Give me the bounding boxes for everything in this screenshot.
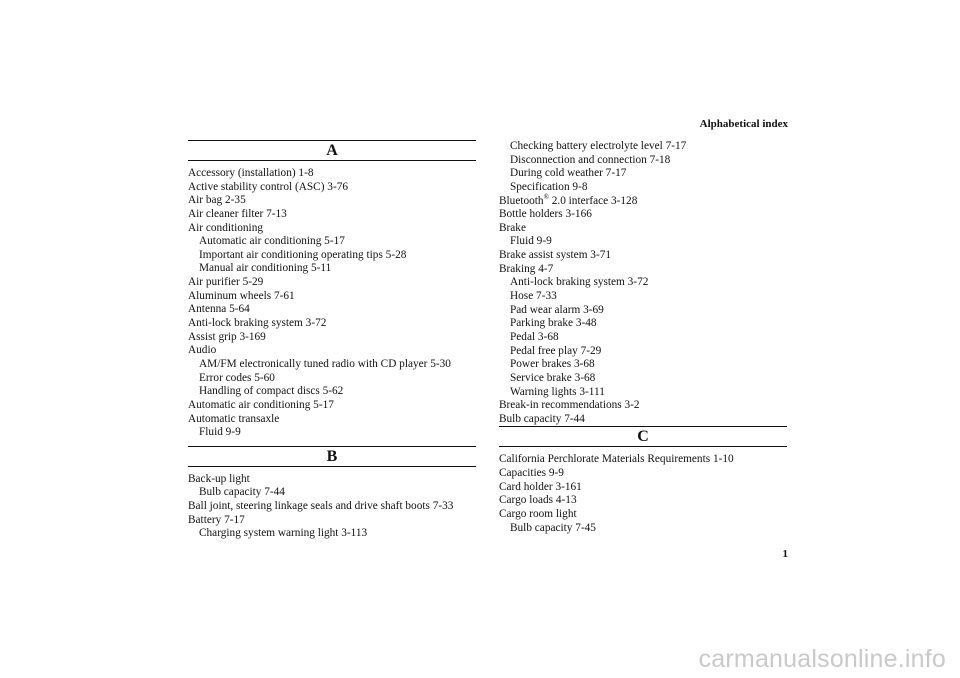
index-subentry: Charging system warning light 3-113 <box>199 527 368 540</box>
index-entry: Break-in recommendations 3-2 <box>499 399 640 412</box>
running-head-title: Alphabetical index <box>699 118 788 130</box>
index-entry: Accessory (installation) 1-8 <box>188 167 314 179</box>
index-entry: Air conditioning <box>188 221 263 234</box>
index-subentry: Checking battery electrolyte level 7-17 <box>510 140 687 152</box>
index-subentry: Service brake 3-68 <box>510 371 596 384</box>
index-entry: Active stability control (ASC) 3-76 <box>188 180 349 193</box>
watermark-text: carmanualsonline.info <box>698 645 946 673</box>
index-entry: Air purifier 5-29 <box>188 276 264 289</box>
index-subentry: Fluid 9-9 <box>199 426 241 439</box>
section-letter-a: A <box>188 140 476 161</box>
index-subentry: Pedal free play 7-29 <box>510 344 602 357</box>
index-entry: Brake assist system 3-71 <box>499 249 612 262</box>
index-subentry: Fluid 9-9 <box>510 235 552 248</box>
section-c-entries <box>499 453 787 535</box>
section-letter-b: B <box>188 446 476 467</box>
index-entry: Antenna 5-64 <box>188 303 250 316</box>
index-subentry: Error codes 5-60 <box>199 371 275 384</box>
index-entry: Back-up light <box>188 472 250 485</box>
index-subentry: Anti-lock braking system 3-72 <box>510 276 649 289</box>
index-subentry: Warning lights 3-111 <box>510 385 605 398</box>
index-entry: Battery 7-17 <box>188 513 245 526</box>
page-number: 1 <box>782 548 788 560</box>
section-letter-c: C <box>499 426 787 447</box>
index-subentry: Pedal 3-68 <box>510 330 559 343</box>
index-entry: Anti-lock braking system 3-72 <box>188 317 327 330</box>
index-entry: Aluminum wheels 7-61 <box>188 289 295 302</box>
index-entry: Air cleaner filter 7-13 <box>188 207 287 220</box>
index-entry: California Perchlorate Materials Requirements 1-10 <box>499 453 734 466</box>
index-entry: Bottle holders 3-166 <box>499 208 592 221</box>
index-entry: Cargo room light <box>499 508 577 521</box>
watermark-band <box>0 634 960 678</box>
index-subentry: Parking brake 3-48 <box>510 317 597 330</box>
index-subentry: Pad wear alarm 3-69 <box>510 303 604 316</box>
index-subentry: Power brakes 3-68 <box>510 358 595 371</box>
index-subentry: Bulb capacity 7-44 <box>199 486 285 499</box>
index-subentry: During cold weather 7-17 <box>510 167 627 180</box>
index-entry: Brake <box>499 221 526 234</box>
index-entry: Assist grip 3-169 <box>188 330 266 343</box>
section-b-entries <box>188 473 476 541</box>
index-entry: Automatic transaxle <box>188 412 280 425</box>
index-subentry: Handling of compact discs 5-62 <box>199 385 344 398</box>
index-column-left <box>188 140 476 541</box>
index-entry: Cargo loads 4-13 <box>499 494 577 507</box>
index-subentry: Specification 9-8 <box>510 180 588 193</box>
index-column-right <box>499 140 787 535</box>
index-entry: Capacities 9-9 <box>499 467 564 480</box>
index-subentry: Manual air conditioning 5-11 <box>199 262 332 275</box>
index-subentry: AM/FM electronically tuned radio with CD player 5-30 <box>199 357 451 370</box>
index-entry: Audio <box>188 344 217 357</box>
index-subentry: Disconnection and connection 7-18 <box>510 153 671 166</box>
continued-entries <box>499 140 787 426</box>
index-subentry: Automatic air conditioning 5-17 <box>199 235 345 248</box>
index-entry: Bluetooth® 2.0 interface 3-128 <box>499 192 638 207</box>
index-entry: Automatic air conditioning 5-17 <box>188 398 334 411</box>
index-entry: Braking 4-7 <box>499 262 554 275</box>
index-entry: Air bag 2-35 <box>188 194 246 207</box>
index-entry: Bulb capacity 7-44 <box>499 412 585 425</box>
index-entry: Ball joint, steering linkage seals and drive shaft boots 7-33 <box>188 500 454 513</box>
index-subentry: Bulb capacity 7-45 <box>510 521 596 534</box>
section-a-entries <box>188 167 476 440</box>
index-subentry: Hose 7-33 <box>510 290 557 303</box>
index-subentry: Important air conditioning operating tips 5-28 <box>199 248 407 261</box>
index-entry: Card holder 3-161 <box>499 480 582 493</box>
